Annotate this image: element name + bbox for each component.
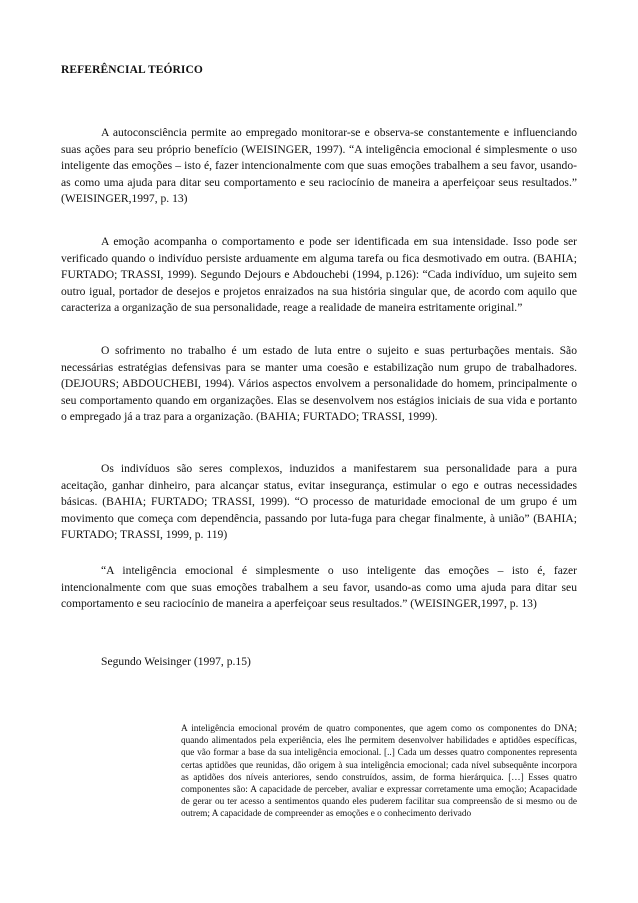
paragraph-3: O sofrimento no trabalho é um estado de luta entre o sujeito e suas perturbações mentais. São necessárias estratégias defensivas para se manter uma coesão e estabilização num grupo de trabalhadores. (DEJOURS; ABDOUCHEBI, 1994). Vários aspectos envolvem a personalidade do homem, principalmente o seu comportamento quando em organizações. Elas se desenvolvem nos estágios iniciais de sua vida e portanto o empregado já a traz para a organização. (BAHIA; FURTADO; TRASSI, 1999). xyxy=(61,344,577,424)
paragraph-4: Os indivíduos são seres complexos, induzidos a manifestarem sua personalidade para a pura aceitação, ganhar dinheiro, para alcançar status, evitar insegurança, estimular o ego e outras necessidades básicas. (BAHIA; FURTADO; TRASSI, 1999). “O processo de maturidade emocional de um grupo é um movimento que começa com dependência, passando por luta-fuga para chegar finalmente, à união” (BAHIA; FURTADO; TRASSI, 1999, p. 119) xyxy=(61,462,577,542)
block-quote: A inteligência emocional provém de quatro componentes, que agem como os componentes do DNA; quando alimentados pela experiência, eles lhe permitem desenvolver habilidades e aptidões específicas, que vão formar a base da sua inteligência emocional. [..] Cada um desses quatro componentes representa certas aptidões que reunidas, dão origem à sua inteligência emocional; cada nível subsequênte incorpora as aptidões dos níveis anteriores, sendo construídos, assim, de forma hierárquica. […] Esses quatro componentes são: A capacidade de perceber, avaliar e expressar corretamente uma emoção; Acapacidade de gerar ou ter acesso a sentimentos quando eles puderem facilitar sua compreensão de si mesmo ou de outrem; A capacidade de compreender as emoções e o conhecimento derivado xyxy=(181,724,577,820)
paragraph-5: “A inteligência emocional é simplesmente o uso inteligente das emoções – isto é, fazer intencionalmente com que suas emoções trabalhem a seu favor, usando-as como uma ajuda para ditar seu comportamento e seu raciocínio de maneira a aperfeiçoar seus resultados.” (WEISINGER,1997, p. 13) xyxy=(61,564,577,611)
section-heading: REFERÊNCIAL TEÓRICO xyxy=(61,64,203,76)
paragraph-1: A autoconsciência permite ao empregado monitorar-se e observa-se constantemente e influenciando suas ações para seu próprio benefício (WEISINGER, 1997). “A inteligência emocional é simplesmente o uso inteligente das emoções – isto é, fazer intencionalmente com que suas emoções trabalhem a seu favor, usando-as como uma ajuda para ditar seu comportamento e seu raciocínio de maneira a aperfeiçoar seus resultados.” (WEISINGER,1997, p. 13) xyxy=(61,126,577,206)
paragraph-6: Segundo Weisinger (1997, p.15) xyxy=(101,655,251,668)
paragraph-2: A emoção acompanha o comportamento e pode ser identificada em sua intensidade. Isso pode ser verificado quando o indivíduo persiste arduamente em alguma tarefa ou fica desmotivado em outra. (BAHIA; FURTADO; TRASSI, 1999). Segundo Dejours e Abdouchebi (1994, p.126): “Cada indivíduo, um sujeito sem outro igual, portador de desejos e projetos enraizados na sua história singular que, de acordo com aquilo que caracteriza a organização de sua personalidade, reage a realidade de maneira estritamente original.” xyxy=(61,235,577,315)
